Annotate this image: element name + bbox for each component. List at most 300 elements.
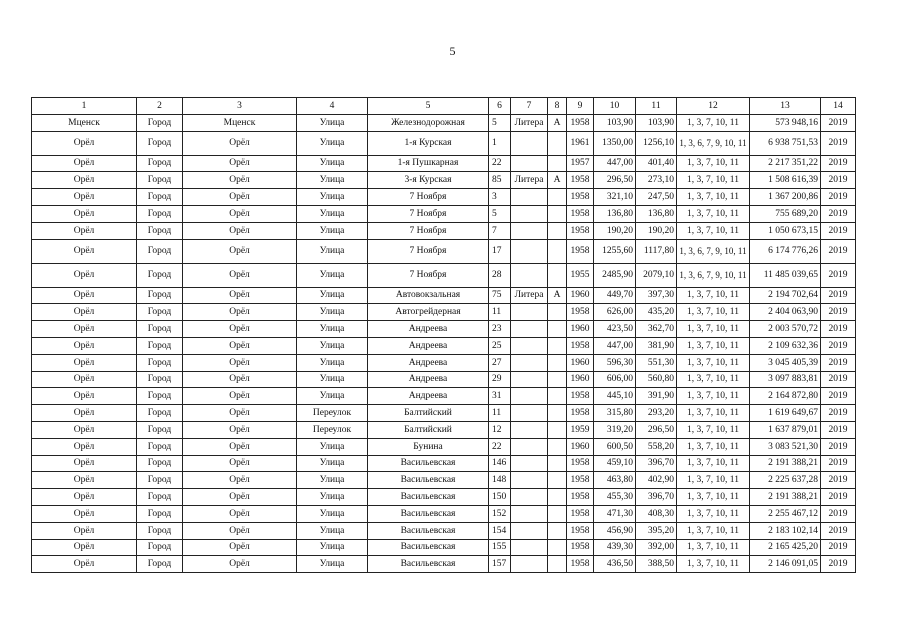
total-area-cell: 103,90 xyxy=(594,114,636,131)
year-cell: 1958 xyxy=(567,405,594,422)
settlement-type-cell: Город xyxy=(137,455,183,472)
plan-year-cell: 2019 xyxy=(821,321,856,338)
letter-cell xyxy=(548,222,567,239)
city-cell: Орёл xyxy=(32,172,137,189)
cost-cell: 2 225 637,28 xyxy=(750,472,821,489)
house-number-cell: 5 xyxy=(489,114,511,131)
work-codes-cell: 1, 3, 7, 10, 11 xyxy=(677,371,750,388)
street-type-cell: Улица xyxy=(297,539,368,556)
street-name-cell: Андреева xyxy=(368,354,489,371)
street-type-cell: Улица xyxy=(297,556,368,573)
table-row xyxy=(32,354,856,371)
settlement-type-cell: Город xyxy=(137,337,183,354)
letter-type-cell xyxy=(511,489,548,506)
street-name-cell: 7 Ноября xyxy=(368,222,489,239)
locality-cell: Орёл xyxy=(183,421,297,438)
living-area-cell: 362,70 xyxy=(636,321,677,338)
cost-cell: 755 689,20 xyxy=(750,205,821,222)
table-row xyxy=(32,205,856,222)
living-area-cell: 2079,10 xyxy=(636,263,677,287)
street-name-cell: Автогрейдерная xyxy=(368,304,489,321)
letter-type-cell xyxy=(511,321,548,338)
house-number-cell: 22 xyxy=(489,155,511,172)
settlement-type-cell: Город xyxy=(137,263,183,287)
letter-type-cell xyxy=(511,304,548,321)
plan-year-cell: 2019 xyxy=(821,472,856,489)
plan-year-cell: 2019 xyxy=(821,304,856,321)
total-area-cell: 136,80 xyxy=(594,205,636,222)
year-cell: 1960 xyxy=(567,287,594,304)
cost-cell: 1 508 616,39 xyxy=(750,172,821,189)
work-codes-cell: 1, 3, 7, 10, 11 xyxy=(677,114,750,131)
header-cell: 6 xyxy=(489,98,511,115)
table-row xyxy=(32,371,856,388)
city-cell: Орёл xyxy=(32,388,137,405)
cost-cell: 2 165 425,20 xyxy=(750,539,821,556)
plan-year-cell: 2019 xyxy=(821,114,856,131)
locality-cell: Орёл xyxy=(183,222,297,239)
street-type-cell: Улица xyxy=(297,388,368,405)
street-name-cell: Андреева xyxy=(368,371,489,388)
plan-year-cell: 2019 xyxy=(821,405,856,422)
letter-type-cell xyxy=(511,131,548,155)
plan-year-cell: 2019 xyxy=(821,354,856,371)
living-area-cell: 190,20 xyxy=(636,222,677,239)
street-type-cell: Улица xyxy=(297,222,368,239)
cost-cell: 2 404 063,90 xyxy=(750,304,821,321)
work-codes-cell: 1, 3, 7, 10, 11 xyxy=(677,337,750,354)
work-codes-cell: 1, 3, 7, 10, 11 xyxy=(677,388,750,405)
year-cell: 1958 xyxy=(567,205,594,222)
table-row xyxy=(32,522,856,539)
locality-cell: Орёл xyxy=(183,388,297,405)
house-number-cell: 5 xyxy=(489,205,511,222)
year-cell: 1955 xyxy=(567,263,594,287)
total-area-cell: 463,80 xyxy=(594,472,636,489)
cost-cell: 2 191 388,21 xyxy=(750,455,821,472)
living-area-cell: 391,90 xyxy=(636,388,677,405)
cost-cell: 1 637 879,01 xyxy=(750,421,821,438)
letter-cell xyxy=(548,522,567,539)
street-type-cell: Улица xyxy=(297,131,368,155)
house-number-cell: 11 xyxy=(489,304,511,321)
total-area-cell: 471,30 xyxy=(594,505,636,522)
plan-year-cell: 2019 xyxy=(821,455,856,472)
street-type-cell: Переулок xyxy=(297,405,368,422)
year-cell: 1958 xyxy=(567,472,594,489)
letter-type-cell xyxy=(511,522,548,539)
year-cell: 1958 xyxy=(567,539,594,556)
street-name-cell: Автовокзальная xyxy=(368,287,489,304)
street-type-cell: Улица xyxy=(297,472,368,489)
table-row xyxy=(32,287,856,304)
work-codes-cell: 1, 3, 7, 10, 11 xyxy=(677,539,750,556)
settlement-type-cell: Город xyxy=(137,114,183,131)
street-type-cell: Переулок xyxy=(297,421,368,438)
header-cell: 13 xyxy=(750,98,821,115)
city-cell: Орёл xyxy=(32,131,137,155)
year-cell: 1959 xyxy=(567,421,594,438)
city-cell: Орёл xyxy=(32,539,137,556)
locality-cell: Орёл xyxy=(183,354,297,371)
letter-type-cell xyxy=(511,354,548,371)
table-row xyxy=(32,222,856,239)
city-cell: Орёл xyxy=(32,455,137,472)
settlement-type-cell: Город xyxy=(137,155,183,172)
table-row xyxy=(32,556,856,573)
letter-cell: А xyxy=(548,172,567,189)
work-codes-cell: 1, 3, 6, 7, 9, 10, 11 xyxy=(677,131,750,155)
year-cell: 1958 xyxy=(567,304,594,321)
table-row xyxy=(32,472,856,489)
city-cell: Орёл xyxy=(32,421,137,438)
street-type-cell: Улица xyxy=(297,172,368,189)
living-area-cell: 293,20 xyxy=(636,405,677,422)
plan-year-cell: 2019 xyxy=(821,172,856,189)
header-cell: 9 xyxy=(567,98,594,115)
plan-year-cell: 2019 xyxy=(821,189,856,206)
living-area-cell: 1256,10 xyxy=(636,131,677,155)
letter-cell xyxy=(548,354,567,371)
header-cell: 2 xyxy=(137,98,183,115)
table-row xyxy=(32,239,856,263)
work-codes-cell: 1, 3, 7, 10, 11 xyxy=(677,505,750,522)
letter-type-cell: Литера xyxy=(511,172,548,189)
city-cell: Мценск xyxy=(32,114,137,131)
year-cell: 1958 xyxy=(567,489,594,506)
cost-cell: 2 109 632,36 xyxy=(750,337,821,354)
street-name-cell: Васильевская xyxy=(368,505,489,522)
cost-cell: 2 183 102,14 xyxy=(750,522,821,539)
year-cell: 1958 xyxy=(567,505,594,522)
city-cell: Орёл xyxy=(32,522,137,539)
settlement-type-cell: Город xyxy=(137,489,183,506)
plan-year-cell: 2019 xyxy=(821,421,856,438)
total-area-cell: 459,10 xyxy=(594,455,636,472)
letter-cell xyxy=(548,205,567,222)
settlement-type-cell: Город xyxy=(137,131,183,155)
street-type-cell: Улица xyxy=(297,522,368,539)
house-number-cell: 17 xyxy=(489,239,511,263)
total-area-cell: 439,30 xyxy=(594,539,636,556)
header-cell: 1 xyxy=(32,98,137,115)
work-codes-cell: 1, 3, 6, 7, 9, 10, 11 xyxy=(677,263,750,287)
letter-cell xyxy=(548,438,567,455)
plan-year-cell: 2019 xyxy=(821,489,856,506)
locality-cell: Орёл xyxy=(183,189,297,206)
year-cell: 1958 xyxy=(567,388,594,405)
street-type-cell: Улица xyxy=(297,239,368,263)
plan-year-cell: 2019 xyxy=(821,263,856,287)
table-row xyxy=(32,155,856,172)
work-codes-cell: 1, 3, 7, 10, 11 xyxy=(677,222,750,239)
letter-cell xyxy=(548,405,567,422)
street-name-cell: Васильевская xyxy=(368,539,489,556)
locality-cell: Орёл xyxy=(183,505,297,522)
letter-type-cell xyxy=(511,189,548,206)
living-area-cell: 396,70 xyxy=(636,455,677,472)
locality-cell: Орёл xyxy=(183,371,297,388)
cost-cell: 1 619 649,67 xyxy=(750,405,821,422)
settlement-type-cell: Город xyxy=(137,205,183,222)
street-name-cell: 3-я Курская xyxy=(368,172,489,189)
letter-type-cell xyxy=(511,155,548,172)
street-type-cell: Улица xyxy=(297,263,368,287)
street-name-cell: Балтийский xyxy=(368,421,489,438)
letter-type-cell xyxy=(511,388,548,405)
locality-cell: Орёл xyxy=(183,172,297,189)
letter-type-cell: Литера xyxy=(511,287,548,304)
header-cell: 5 xyxy=(368,98,489,115)
year-cell: 1958 xyxy=(567,337,594,354)
letter-type-cell xyxy=(511,472,548,489)
year-cell: 1958 xyxy=(567,556,594,573)
letter-type-cell xyxy=(511,371,548,388)
settlement-type-cell: Город xyxy=(137,438,183,455)
cost-cell: 2 164 872,80 xyxy=(750,388,821,405)
work-codes-cell: 1, 3, 7, 10, 11 xyxy=(677,556,750,573)
total-area-cell: 626,00 xyxy=(594,304,636,321)
living-area-cell: 395,20 xyxy=(636,522,677,539)
year-cell: 1960 xyxy=(567,321,594,338)
street-name-cell: Васильевская xyxy=(368,522,489,539)
letter-type-cell xyxy=(511,438,548,455)
city-cell: Орёл xyxy=(32,304,137,321)
table-row xyxy=(32,455,856,472)
street-type-cell: Улица xyxy=(297,114,368,131)
letter-type-cell: Литера xyxy=(511,114,548,131)
house-number-cell: 75 xyxy=(489,287,511,304)
work-codes-cell: 1, 3, 7, 10, 11 xyxy=(677,189,750,206)
living-area-cell: 435,20 xyxy=(636,304,677,321)
locality-cell: Орёл xyxy=(183,287,297,304)
table-row xyxy=(32,539,856,556)
letter-cell xyxy=(548,263,567,287)
cost-cell: 3 083 521,30 xyxy=(750,438,821,455)
cost-cell: 573 948,16 xyxy=(750,114,821,131)
city-cell: Орёл xyxy=(32,287,137,304)
letter-type-cell xyxy=(511,263,548,287)
street-type-cell: Улица xyxy=(297,489,368,506)
street-name-cell: 1-я Курская xyxy=(368,131,489,155)
letter-cell xyxy=(548,455,567,472)
letter-cell xyxy=(548,421,567,438)
settlement-type-cell: Город xyxy=(137,321,183,338)
cost-cell: 3 097 883,81 xyxy=(750,371,821,388)
work-codes-cell: 1, 3, 6, 7, 9, 10, 11 xyxy=(677,239,750,263)
street-type-cell: Улица xyxy=(297,304,368,321)
letter-cell xyxy=(548,472,567,489)
street-name-cell: 7 Ноября xyxy=(368,239,489,263)
living-area-cell: 388,50 xyxy=(636,556,677,573)
table-row xyxy=(32,388,856,405)
letter-type-cell xyxy=(511,205,548,222)
locality-cell: Орёл xyxy=(183,405,297,422)
living-area-cell: 392,00 xyxy=(636,539,677,556)
settlement-type-cell: Город xyxy=(137,172,183,189)
letter-cell xyxy=(548,505,567,522)
cost-cell: 1 050 673,15 xyxy=(750,222,821,239)
total-area-cell: 596,30 xyxy=(594,354,636,371)
year-cell: 1958 xyxy=(567,455,594,472)
settlement-type-cell: Город xyxy=(137,472,183,489)
total-area-cell: 447,00 xyxy=(594,337,636,354)
total-area-cell: 296,50 xyxy=(594,172,636,189)
settlement-type-cell: Город xyxy=(137,239,183,263)
year-cell: 1958 xyxy=(567,172,594,189)
street-name-cell: 7 Ноября xyxy=(368,189,489,206)
locality-cell: Орёл xyxy=(183,131,297,155)
letter-cell xyxy=(548,239,567,263)
city-cell: Орёл xyxy=(32,438,137,455)
table-row xyxy=(32,263,856,287)
living-area-cell: 273,10 xyxy=(636,172,677,189)
year-cell: 1960 xyxy=(567,354,594,371)
letter-cell xyxy=(548,539,567,556)
city-cell: Орёл xyxy=(32,371,137,388)
house-number-cell: 28 xyxy=(489,263,511,287)
plan-year-cell: 2019 xyxy=(821,205,856,222)
total-area-cell: 606,00 xyxy=(594,371,636,388)
house-number-cell: 150 xyxy=(489,489,511,506)
house-number-cell: 12 xyxy=(489,421,511,438)
house-number-cell: 85 xyxy=(489,172,511,189)
living-area-cell: 560,80 xyxy=(636,371,677,388)
house-number-cell: 155 xyxy=(489,539,511,556)
cost-cell: 1 367 200,86 xyxy=(750,189,821,206)
settlement-type-cell: Город xyxy=(137,354,183,371)
letter-cell xyxy=(548,337,567,354)
year-cell: 1961 xyxy=(567,131,594,155)
locality-cell: Орёл xyxy=(183,489,297,506)
street-name-cell: 1-я Пушкарная xyxy=(368,155,489,172)
total-area-cell: 1255,60 xyxy=(594,239,636,263)
street-name-cell: Бунина xyxy=(368,438,489,455)
work-codes-cell: 1, 3, 7, 10, 11 xyxy=(677,354,750,371)
letter-cell: А xyxy=(548,287,567,304)
house-number-cell: 152 xyxy=(489,505,511,522)
total-area-cell: 455,30 xyxy=(594,489,636,506)
street-name-cell: Железнодорожная xyxy=(368,114,489,131)
work-codes-cell: 1, 3, 7, 10, 11 xyxy=(677,438,750,455)
city-cell: Орёл xyxy=(32,155,137,172)
work-codes-cell: 1, 3, 7, 10, 11 xyxy=(677,321,750,338)
settlement-type-cell: Город xyxy=(137,405,183,422)
total-area-cell: 190,20 xyxy=(594,222,636,239)
locality-cell: Мценск xyxy=(183,114,297,131)
letter-type-cell xyxy=(511,556,548,573)
letter-type-cell xyxy=(511,337,548,354)
settlement-type-cell: Город xyxy=(137,505,183,522)
locality-cell: Орёл xyxy=(183,556,297,573)
street-name-cell: 7 Ноября xyxy=(368,263,489,287)
settlement-type-cell: Город xyxy=(137,539,183,556)
street-type-cell: Улица xyxy=(297,155,368,172)
street-type-cell: Улица xyxy=(297,337,368,354)
table-row xyxy=(32,321,856,338)
house-number-cell: 3 xyxy=(489,189,511,206)
table-row xyxy=(32,131,856,155)
living-area-cell: 551,30 xyxy=(636,354,677,371)
work-codes-cell: 1, 3, 7, 10, 11 xyxy=(677,155,750,172)
table-row xyxy=(32,405,856,422)
house-number-cell: 148 xyxy=(489,472,511,489)
plan-year-cell: 2019 xyxy=(821,371,856,388)
cost-cell: 2 217 351,22 xyxy=(750,155,821,172)
house-number-cell: 31 xyxy=(489,388,511,405)
letter-type-cell xyxy=(511,405,548,422)
cost-cell: 2 003 570,72 xyxy=(750,321,821,338)
table-row xyxy=(32,421,856,438)
living-area-cell: 558,20 xyxy=(636,438,677,455)
city-cell: Орёл xyxy=(32,205,137,222)
year-cell: 1960 xyxy=(567,371,594,388)
header-cell: 10 xyxy=(594,98,636,115)
letter-cell xyxy=(548,131,567,155)
year-cell: 1957 xyxy=(567,155,594,172)
work-codes-cell: 1, 3, 7, 10, 11 xyxy=(677,287,750,304)
house-number-cell: 27 xyxy=(489,354,511,371)
living-area-cell: 396,70 xyxy=(636,489,677,506)
house-number-cell: 154 xyxy=(489,522,511,539)
locality-cell: Орёл xyxy=(183,472,297,489)
year-cell: 1958 xyxy=(567,222,594,239)
header-cell: 3 xyxy=(183,98,297,115)
letter-type-cell xyxy=(511,222,548,239)
plan-year-cell: 2019 xyxy=(821,388,856,405)
letter-cell xyxy=(548,189,567,206)
street-type-cell: Улица xyxy=(297,189,368,206)
living-area-cell: 1117,80 xyxy=(636,239,677,263)
living-area-cell: 408,30 xyxy=(636,505,677,522)
locality-cell: Орёл xyxy=(183,155,297,172)
street-type-cell: Улица xyxy=(297,321,368,338)
letter-cell xyxy=(548,155,567,172)
house-number-cell: 11 xyxy=(489,405,511,422)
total-area-cell: 436,50 xyxy=(594,556,636,573)
year-cell: 1958 xyxy=(567,114,594,131)
plan-year-cell: 2019 xyxy=(821,155,856,172)
settlement-type-cell: Город xyxy=(137,304,183,321)
street-type-cell: Улица xyxy=(297,438,368,455)
living-area-cell: 296,50 xyxy=(636,421,677,438)
letter-cell xyxy=(548,304,567,321)
plan-year-cell: 2019 xyxy=(821,539,856,556)
locality-cell: Орёл xyxy=(183,239,297,263)
year-cell: 1958 xyxy=(567,239,594,263)
letter-type-cell xyxy=(511,239,548,263)
plan-year-cell: 2019 xyxy=(821,222,856,239)
total-area-cell: 449,70 xyxy=(594,287,636,304)
settlement-type-cell: Город xyxy=(137,556,183,573)
total-area-cell: 321,10 xyxy=(594,189,636,206)
locality-cell: Орёл xyxy=(183,304,297,321)
total-area-cell: 315,80 xyxy=(594,405,636,422)
header-cell: 14 xyxy=(821,98,856,115)
letter-cell xyxy=(548,321,567,338)
locality-cell: Орёл xyxy=(183,438,297,455)
letter-cell xyxy=(548,388,567,405)
living-area-cell: 136,80 xyxy=(636,205,677,222)
plan-year-cell: 2019 xyxy=(821,131,856,155)
year-cell: 1958 xyxy=(567,522,594,539)
table-row xyxy=(32,114,856,131)
table-row xyxy=(32,337,856,354)
plan-year-cell: 2019 xyxy=(821,337,856,354)
locality-cell: Орёл xyxy=(183,522,297,539)
locality-cell: Орёл xyxy=(183,455,297,472)
table-row xyxy=(32,505,856,522)
